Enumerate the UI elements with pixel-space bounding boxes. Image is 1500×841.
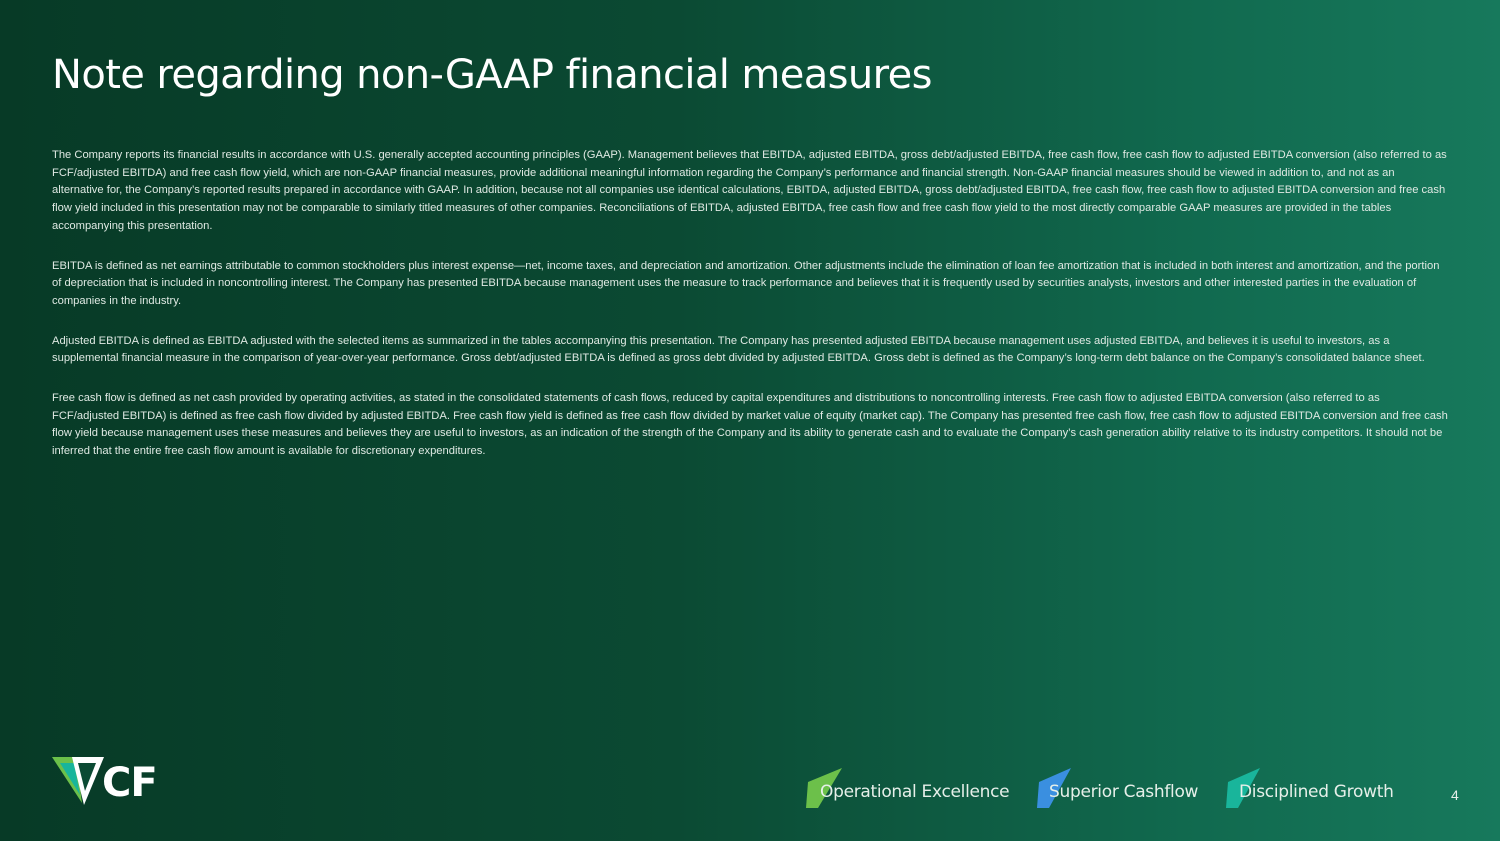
- strategic-pillars: [804, 768, 1414, 812]
- paragraph-gaap-overview: The Company reports its financial results in accordance with U.S. generally accepted accounting principles (GAAP). Management believes that EBITDA, adjusted EBITDA, gross debt/adjusted EBITDA, free cash flow, free cash flow to adjusted EBITDA conversion (also referred to as FCF/adjusted EBITDA) and free cash flow yield, which are non-GAAP financial measures, provide additional meaningful information regarding the Company’s performance and financial strength. Non-GAAP financial measures should be viewed in addition to, and not as an alternative for, the Company’s reported results prepared in accordance with GAAP. In addition, because not all companies use identical calculations, EBITDA, adjusted EBITDA, gross debt/adjusted EBITDA, free cash flow, free cash flow to adjusted EBITDA conversion and free cash flow yield included in this presentation may not be comparable to similarly titled measures of other companies. Reconciliations of EBITDA, adjusted EBITDA, free cash flow and free cash flow yield to the most directly comparable GAAP measures are provided in the tables accompanying this presentation.: [52, 149, 1447, 232]
- paragraph-ebitda-definition: EBITDA is defined as net earnings attributable to common stockholders plus interest expense—net, income taxes, and depreciation and amortization. Other adjustments include the elimination of loan fee amortization that is included in both interest and amortization, and the portion of depreciation that is included in noncontrolling interest. The Company has presented EBITDA because management uses the measure to track performance and believes that it is frequently used by securities analysts, investors and other interested parties in the evaluation of companies in the industry.: [52, 259, 1440, 307]
- paragraph-adjusted-ebitda-definition: Adjusted EBITDA is defined as EBITDA adjusted with the selected items as summarized in the tables accompanying this presentation. The Company has presented adjusted EBITDA because management uses adjusted EBITDA, and believes it is useful to investors, as a supplemental financial measure in the comparison of year-over-year performance. Gross debt/adjusted EBITDA is defined as gross debt divided by adjusted EBITDA. Gross debt is defined as the Company’s long-term debt balance on the Company’s consolidated balance sheet.: [52, 334, 1425, 365]
- logo-text: CF: [102, 760, 157, 806]
- cf-logo-mark-icon: [52, 755, 104, 809]
- pillar-label: Operational Excellence: [820, 782, 1010, 802]
- pillar-label: Superior Cashflow: [1049, 782, 1199, 802]
- pillar-label: Disciplined Growth: [1239, 782, 1394, 802]
- cf-logo: [52, 755, 164, 809]
- page-title: Note regarding non-GAAP financial measures: [52, 52, 932, 98]
- disclosure-body: [52, 147, 1448, 483]
- paragraph-free-cash-flow-definition: Free cash flow is defined as net cash provided by operating activities, as stated in the consolidated statements of cash flows, reduced by capital expenditures and distributions to noncontrolling interests. Free cash flow to adjusted EBITDA conversion (also referred to as FCF/adjusted EBITDA) is defined as free cash flow divided by adjusted EBITDA. Free cash flow yield is defined as free cash flow divided by market value of equity (market cap). The Company has presented free cash flow, free cash flow to adjusted EBITDA conversion and free cash flow yield because management uses these measures and believes they are useful to investors, as an indication of the strength of the Company and its ability to generate cash and to evaluate the Company’s cash generation ability relative to its industry competitors. It should not be inferred that the entire free cash flow amount is available for discretionary expenditures.: [52, 392, 1448, 458]
- page-number: 4: [1451, 787, 1459, 803]
